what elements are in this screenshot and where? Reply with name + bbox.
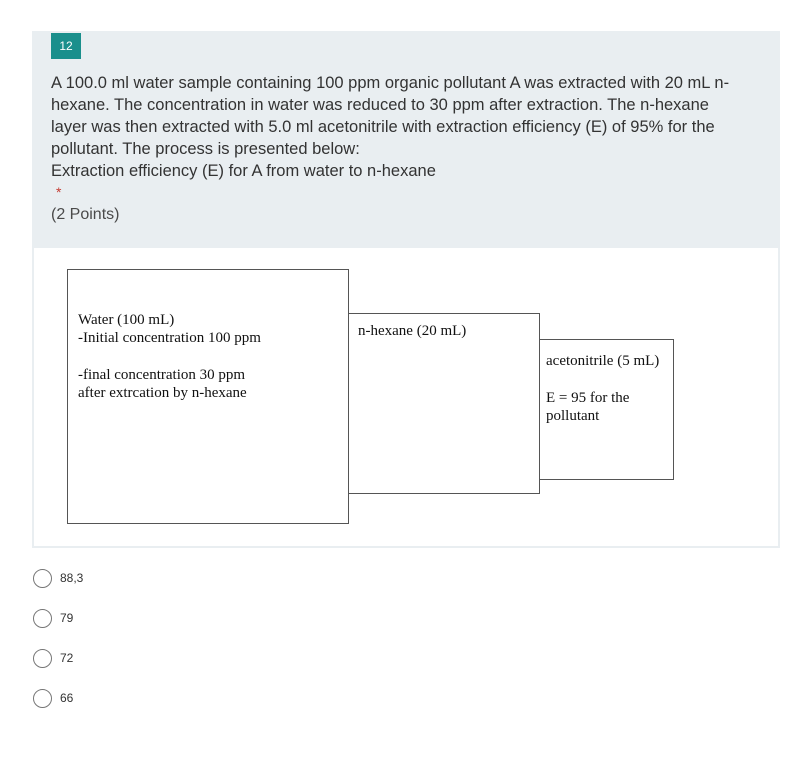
question-text-line: hexane. The concentration in water was reduced to 30 ppm after extraction. The n-hexane xyxy=(51,96,709,114)
option-72[interactable] xyxy=(33,646,73,670)
question-text xyxy=(51,72,766,182)
efficiency-label: E = 95 for the xyxy=(546,390,630,406)
hexane-label: n-hexane (20 mL) xyxy=(358,323,467,339)
acetonitrile-box xyxy=(539,339,674,480)
radio-button[interactable] xyxy=(33,649,52,668)
question-text-line: pollutant. The process is presented below: xyxy=(51,140,360,158)
option-label: 66 xyxy=(60,691,74,705)
efficiency-note: pollutant xyxy=(546,408,600,424)
water-final-note: after extrcation by n-hexane xyxy=(78,385,247,401)
extraction-diagram xyxy=(34,248,778,546)
water-final-concentration: -final concentration 30 ppm xyxy=(78,367,246,383)
question-text-line: Extraction efficiency (E) for A from water to n-hexane xyxy=(51,162,436,180)
question-card xyxy=(32,31,780,248)
option-label: 88,3 xyxy=(60,571,84,585)
water-label: Water (100 mL) xyxy=(78,312,175,328)
question-points: (2 Points) xyxy=(51,206,120,223)
acetonitrile-label: acetonitrile (5 mL) xyxy=(546,353,660,369)
option-label: 72 xyxy=(60,651,74,665)
radio-button[interactable] xyxy=(33,609,52,628)
water-box xyxy=(67,269,349,524)
question-image xyxy=(32,248,780,548)
water-initial-concentration: -Initial concentration 100 ppm xyxy=(78,330,261,346)
option-label: 79 xyxy=(60,611,74,625)
required-asterisk: * xyxy=(56,184,62,200)
radio-button[interactable] xyxy=(33,689,52,708)
question-text-line: layer was then extracted with 5.0 ml acetonitrile with extraction efficiency (E) of 95% for the xyxy=(51,118,715,136)
option-66[interactable] xyxy=(33,686,73,710)
option-79[interactable] xyxy=(33,606,73,630)
radio-button[interactable] xyxy=(33,569,52,588)
question-text-line: A 100.0 ml water sample containing 100 ppm organic pollutant A was extracted with 20 mL n- xyxy=(51,74,730,92)
option-88-3[interactable] xyxy=(33,566,83,590)
question-number-badge: 12 xyxy=(51,33,81,59)
hexane-box xyxy=(348,313,540,494)
